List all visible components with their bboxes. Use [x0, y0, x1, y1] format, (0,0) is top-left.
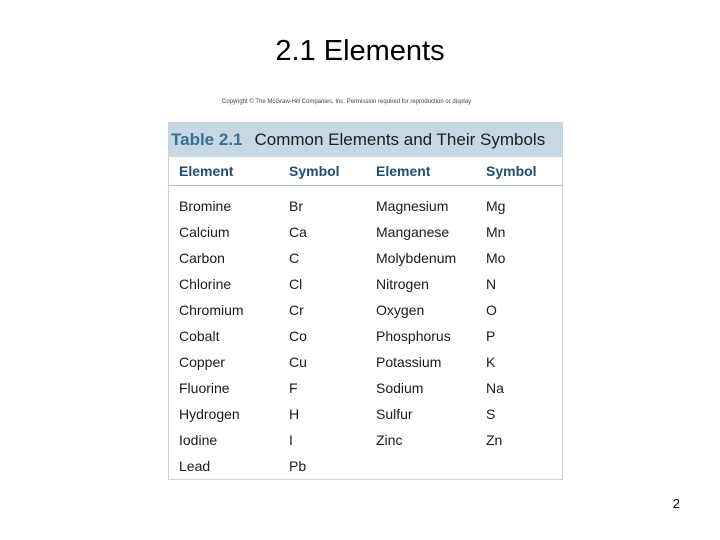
table-number: Table 2.1 [171, 130, 243, 149]
cell-element: Hydrogen [179, 406, 240, 422]
cell-element: Potassium [376, 354, 442, 370]
cell-symbol: Na [486, 380, 504, 396]
cell-symbol: O [486, 302, 497, 318]
cell-element: Cobalt [179, 328, 220, 344]
cell-element: Carbon [179, 250, 225, 266]
cell-symbol: Pb [289, 458, 307, 474]
cell-element: Phosphorus [376, 328, 451, 344]
cell-element: Molybdenum [376, 250, 457, 266]
cell-symbol: N [486, 276, 497, 292]
cell-symbol: Cu [289, 354, 307, 370]
cell-symbol: Cl [289, 276, 303, 292]
cell-symbol: I [289, 432, 293, 448]
cell-element: Lead [179, 458, 211, 474]
cell-element: Sulfur [376, 406, 413, 422]
table-row [169, 219, 562, 245]
table-row [169, 401, 562, 427]
table-row [169, 453, 562, 479]
cell-symbol: Ca [289, 224, 307, 240]
cell-symbol: Mo [486, 250, 506, 266]
table-row [169, 297, 562, 323]
table-row [169, 193, 562, 219]
table-row [169, 271, 562, 297]
cell-element: Bromine [179, 198, 232, 214]
cell-element: Magnesium [376, 198, 449, 214]
table-row [169, 427, 562, 453]
cell-symbol: F [289, 380, 298, 396]
cell-element: Manganese [376, 224, 450, 240]
cell-element: Calcium [179, 224, 230, 240]
cell-element: Iodine [179, 432, 218, 448]
table-row [169, 323, 562, 349]
column-headers [169, 157, 562, 186]
table-header [169, 123, 562, 157]
copyright-notice: Copyright © The McGraw-Hill Companies, Inc. Permission required for reproduction or display [222, 99, 472, 105]
cell-element: Chromium [179, 302, 244, 318]
cell-symbol: C [289, 250, 300, 266]
cell-symbol: Cr [289, 302, 304, 318]
page-number: 2 [672, 496, 680, 511]
cell-symbol: P [486, 328, 496, 344]
table-body [169, 186, 562, 479]
cell-symbol: Br [289, 198, 303, 214]
cell-element: Oxygen [376, 302, 425, 318]
cell-element: Nitrogen [376, 276, 429, 292]
cell-symbol: H [289, 406, 300, 422]
table-caption: Common Elements and Their Symbols [254, 130, 546, 149]
column-header-element-2: Element [376, 163, 431, 179]
cell-symbol: Mn [486, 224, 506, 240]
cell-element: Zinc [376, 432, 403, 448]
cell-element: Sodium [376, 380, 424, 396]
column-header-symbol-1: Symbol [289, 163, 340, 179]
table-row [169, 245, 562, 271]
table-row [169, 349, 562, 375]
column-header-symbol-2: Symbol [486, 163, 537, 179]
cell-element: Fluorine [179, 380, 230, 396]
elements-table [168, 122, 563, 480]
cell-symbol: K [486, 354, 496, 370]
table-row [169, 375, 562, 401]
cell-symbol: Co [289, 328, 307, 344]
cell-symbol: Mg [486, 198, 506, 214]
cell-element: Copper [179, 354, 225, 370]
cell-symbol: S [486, 406, 496, 422]
slide-title: 2.1 Elements [275, 35, 445, 67]
column-header-element-1: Element [179, 163, 234, 179]
cell-element: Chlorine [179, 276, 232, 292]
cell-symbol: Zn [486, 432, 503, 448]
